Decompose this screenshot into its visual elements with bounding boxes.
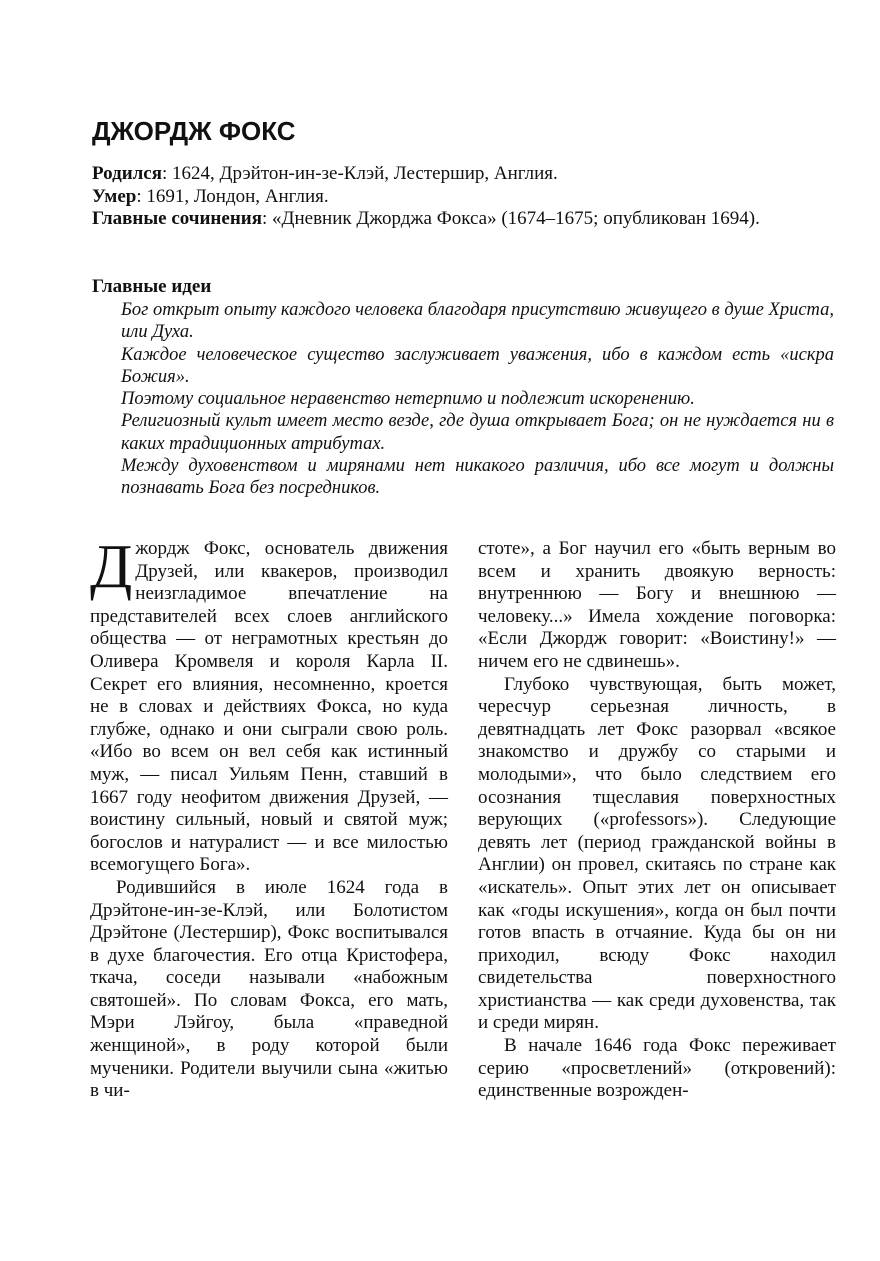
works-label: Главные сочинения <box>92 208 262 229</box>
text-column-left <box>90 533 448 1103</box>
body-paragraph: Глубоко чувствующая, быть может, чересчур серьезная личность, в девятнадцать лет Фокс разорвал «всякое знакомство и дружбу со старыми и молодыми», что было следствием его осознания тщеславия поверхностных верующих («professors»). Следующие девять лет (период гражданской войны в Англии) он провел, скитаясь по стране как «искатель». Опыт этих лет он описывает как «годы искушения», когда он был почти готов впасть в отчаяние. Куда бы он ни приходил, всюду Фокс находил свидетельства поверхностного христианства — как среди духовенства, так и среди мирян. <box>478 673 836 1034</box>
biography-facts <box>92 163 834 231</box>
main-ideas-heading: Главные идеи <box>92 276 212 297</box>
paragraph-text: жордж Фокс, основатель движения Друзей, или квакеров, производил неизгладимое впечатление на представителей всех слоев английского общества — от неграмотных крестьян до Оливера Кромвеля и короля Карла II. Секрет его влияния, несомненно, кроется не в словах и действиях Фокса, но куда глубже, однако и они сыграли свою роль. «Ибо во всем он вел себя как истинный муж, — писал Уильям Пенн, ставший в 1667 году неофитом движения Друзей, — воистину сильный, новый и святой муж; богослов и натуралист — и все милостью всемогущего Бога». <box>90 538 448 876</box>
body-paragraph: Родившийся в июле 1624 года в Дрэйтоне-ин-зе-Клэй, или Болотистом Дрэйтоне (Лестершир), Фокс воспитывался в духе благочестия. Его отца Кристофера, ткача, соседи называли «набожным святошей». По словам Фокса, его мать, Мэри Лэйгоу, была «праведной женщиной», в роду которой были мученики. Родители выучили сына «житью в чи- <box>90 876 448 1102</box>
body-paragraph <box>90 533 448 877</box>
died-label: Умер <box>92 185 137 207</box>
idea-item: Каждое человеческое существо заслуживает уважения, ибо в каждом есть «искра Божия». <box>121 344 834 387</box>
born-value: : 1624, Дрэйтон-ин-зе-Клэй, Лестершир, Англия. <box>162 163 558 184</box>
idea-item: Религиозный культ имеет место везде, где душа открывает Бога; он не нуждается ни в каких традиционных атрибутах. <box>121 411 834 454</box>
drop-cap: Д <box>90 533 133 601</box>
page-title: ДЖОРДЖ ФОКС <box>92 116 296 146</box>
main-ideas-list <box>121 299 834 500</box>
idea-item: Бог открыт опыту каждого человека благодаря присутствию живущего в душе Христа, или Духа. <box>121 300 834 343</box>
body-paragraph: стоте», а Бог научил его «быть верным во всем и хранить двоякую верность: внутреннюю — Богу и внешнюю — человеку...» Имела хождение поговорка: «Если Джордж говорит: «Воистину!» — ничем его не сдвинешь». <box>478 538 836 672</box>
died-value: : 1691, Лондон, Англия. <box>136 185 329 207</box>
idea-item: Поэтому социальное неравенство нетерпимо и подлежит искоренению. <box>121 389 695 410</box>
text-column-right <box>478 538 836 1103</box>
died-line <box>92 186 834 209</box>
body-paragraph: В начале 1646 года Фокс переживает серию «просветлений» (откровений): единственные возрожден- <box>478 1035 836 1102</box>
idea-item: Между духовенством и мирянами нет никакого различия, ибо все могут и должны познавать Бога без посредников. <box>121 456 834 499</box>
works-value: : «Дневник Джорджа Фокса» (1674–1675; опубликован 1694). <box>262 208 760 229</box>
works-line <box>92 208 834 231</box>
born-label: Родился <box>92 163 163 184</box>
born-line <box>92 163 834 186</box>
